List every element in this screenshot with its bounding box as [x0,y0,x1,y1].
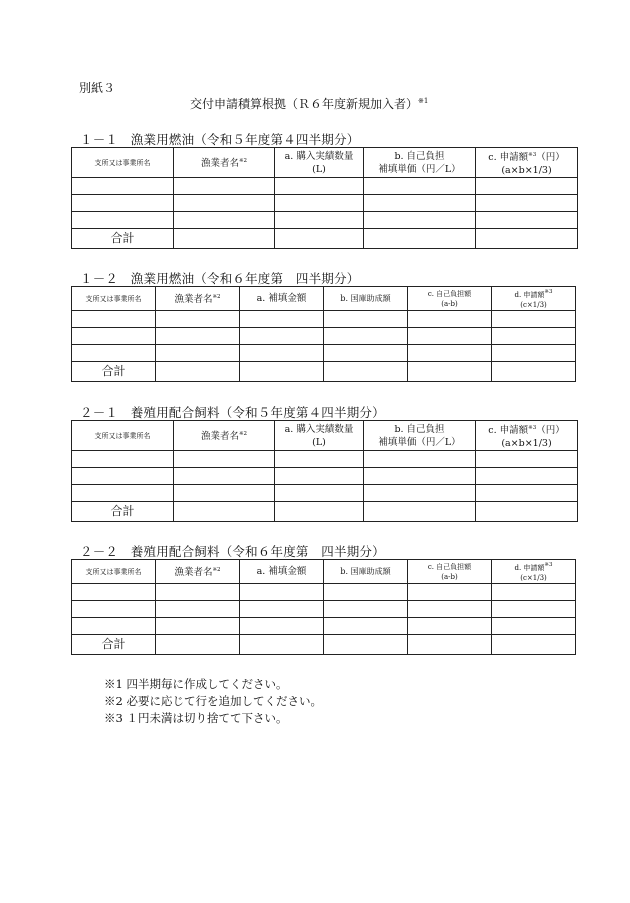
table-cell[interactable] [174,229,275,249]
table-cell[interactable] [476,485,578,502]
table-row [72,311,576,328]
col-fisher-header: 漁業者名$^{※2}$ [174,421,275,451]
table-cell[interactable] [156,311,240,328]
table-row [72,178,578,195]
col-c-header: c. 申請額$^{※3}$（円） (a×b×1/3) [476,421,578,451]
table-cell[interactable] [492,584,576,601]
table-cell[interactable] [476,178,578,195]
table-cell[interactable] [324,584,408,601]
table-cell[interactable] [72,601,156,618]
col-a-header: a. 購入実績数量 (L) [275,421,364,451]
table-cell[interactable] [156,601,240,618]
col-fisher-header: 漁業者名$^{※2}$ [156,560,240,584]
table-cell[interactable] [174,212,275,229]
table-cell[interactable] [364,485,476,502]
table-cell[interactable] [476,468,578,485]
table-total-row [72,502,578,522]
table-cell[interactable] [174,468,275,485]
table-row [72,195,578,212]
table-cell[interactable] [476,212,578,229]
table-cell[interactable] [240,584,324,601]
table-cell[interactable] [492,635,576,655]
footnote-3: ※3 １円未満は切り捨てて下さい。 [104,711,288,725]
table-total-row [72,229,578,249]
section-heading-1-2: １－２ 漁業用燃油（令和６年度第 四半期分） [80,271,360,286]
table-cell[interactable] [72,195,174,212]
table-cell[interactable] [492,345,576,362]
table-cell[interactable] [174,502,275,522]
col-fisher-header: 漁業者名$^{※2}$ [156,287,240,311]
table-cell[interactable] [275,468,364,485]
total-label: 合計 [72,229,174,249]
table-cell[interactable] [275,502,364,522]
table-row [72,485,578,502]
table-cell[interactable] [174,178,275,195]
total-label: 合計 [72,502,174,522]
table-cell[interactable] [240,601,324,618]
table-cell[interactable] [240,328,324,345]
section-heading-2-2: ２－２ 養殖用配合飼料（令和６年度第 四半期分） [80,544,385,559]
table-header-row [72,287,576,311]
table-cell[interactable] [240,362,324,382]
table-cell[interactable] [72,485,174,502]
table-1-1 [71,147,578,249]
table-cell[interactable] [476,195,578,212]
table-cell[interactable] [324,362,408,382]
table-row [72,345,576,362]
document-title: 交付申請積算根拠（Ｒ６年度新規加入者）$^{※1}$ [190,97,429,111]
table-cell[interactable] [72,311,156,328]
table-cell[interactable] [492,618,576,635]
col-b-header: b. 国庫助成額 [324,287,408,311]
table-cell[interactable] [324,618,408,635]
table-cell[interactable] [408,311,492,328]
table-1-2 [71,286,576,382]
col-b-header: b. 自己負担 補填単価（円／L） [364,148,476,178]
col-c-header: c. 自己負担額 (a-b) [408,287,492,311]
table-cell[interactable] [72,468,174,485]
col-d-header: d. 申請額$^{※3}$ (c×1/3) [492,560,576,584]
table-cell[interactable] [72,584,156,601]
table-cell[interactable] [324,328,408,345]
footnote-2: ※2 必要に応じて行を追加してください。 [104,694,322,708]
table-cell[interactable] [174,451,275,468]
table-total-row [72,635,576,655]
table-total-row [72,362,576,382]
table-cell[interactable] [492,601,576,618]
table-cell[interactable] [275,229,364,249]
table-cell[interactable] [364,451,476,468]
table-row [72,584,576,601]
table-cell[interactable] [324,345,408,362]
table-cell[interactable] [408,618,492,635]
table-cell[interactable] [72,212,174,229]
total-label: 合計 [72,635,156,655]
table-header-row [72,148,578,178]
table-cell[interactable] [275,178,364,195]
table-cell[interactable] [72,345,156,362]
col-a-header: a. 補填金額 [240,287,324,311]
table-2-1 [71,420,578,522]
table-cell[interactable] [174,485,275,502]
table-cell[interactable] [240,635,324,655]
table-cell[interactable] [476,229,578,249]
table-cell[interactable] [275,485,364,502]
table-row [72,212,578,229]
table-row [72,451,578,468]
table-cell[interactable] [492,362,576,382]
table-row [72,328,576,345]
table-cell[interactable] [156,362,240,382]
table-cell[interactable] [408,345,492,362]
table-cell[interactable] [156,635,240,655]
table-header-row [72,421,578,451]
table-cell[interactable] [364,212,476,229]
table-cell[interactable] [408,635,492,655]
table-cell[interactable] [408,328,492,345]
col-office-header: 支所又は事業所名 [72,148,174,178]
total-label: 合計 [72,362,156,382]
table-cell[interactable] [408,601,492,618]
table-cell[interactable] [156,618,240,635]
table-cell[interactable] [364,195,476,212]
table-cell[interactable] [476,451,578,468]
col-a-header: a. 補填金額 [240,560,324,584]
footnotes [104,676,322,727]
col-office-header: 支所又は事業所名 [72,560,156,584]
table-2-2 [71,559,576,655]
table-cell[interactable] [324,311,408,328]
section-heading-2-1: ２－１ 養殖用配合飼料（令和５年度第４四半期分） [80,405,385,420]
table-cell[interactable] [364,178,476,195]
table-cell[interactable] [72,618,156,635]
col-d-header: d. 申請額$^{※3}$ (c×1/3) [492,287,576,311]
table-cell[interactable] [408,362,492,382]
col-office-header: 支所又は事業所名 [72,421,174,451]
table-cell[interactable] [240,618,324,635]
table-cell[interactable] [364,229,476,249]
table-cell[interactable] [324,635,408,655]
table-header-row [72,560,576,584]
table-cell[interactable] [492,328,576,345]
table-cell[interactable] [275,212,364,229]
table-cell[interactable] [72,328,156,345]
table-cell[interactable] [275,451,364,468]
document-label: 別紙３ [79,81,116,95]
col-b-header: b. 国庫助成額 [324,560,408,584]
table-row [72,618,576,635]
table-cell[interactable] [324,601,408,618]
table-cell[interactable] [476,502,578,522]
table-cell[interactable] [240,311,324,328]
col-fisher-header: 漁業者名$^{※2}$ [174,148,275,178]
footnote-1: ※1 四半期毎に作成してください。 [104,677,288,691]
table-cell[interactable] [240,345,324,362]
table-cell[interactable] [156,328,240,345]
table-cell[interactable] [408,584,492,601]
table-row [72,468,578,485]
col-c-header: c. 自己負担額 (a-b) [408,560,492,584]
col-b-header: b. 自己負担 補填単価（円／L） [364,421,476,451]
col-c-header: c. 申請額$^{※3}$（円） (a×b×1/3) [476,148,578,178]
table-cell[interactable] [156,345,240,362]
table-cell[interactable] [174,195,275,212]
table-cell[interactable] [275,195,364,212]
col-a-header: a. 購入実績数量 (L) [275,148,364,178]
col-office-header: 支所又は事業所名 [72,287,156,311]
table-cell[interactable] [364,468,476,485]
table-cell[interactable] [364,502,476,522]
table-cell[interactable] [72,178,174,195]
table-row [72,601,576,618]
table-cell[interactable] [156,584,240,601]
section-heading-1-1: １－１ 漁業用燃油（令和５年度第４四半期分） [80,132,360,147]
table-cell[interactable] [492,311,576,328]
table-cell[interactable] [72,451,174,468]
